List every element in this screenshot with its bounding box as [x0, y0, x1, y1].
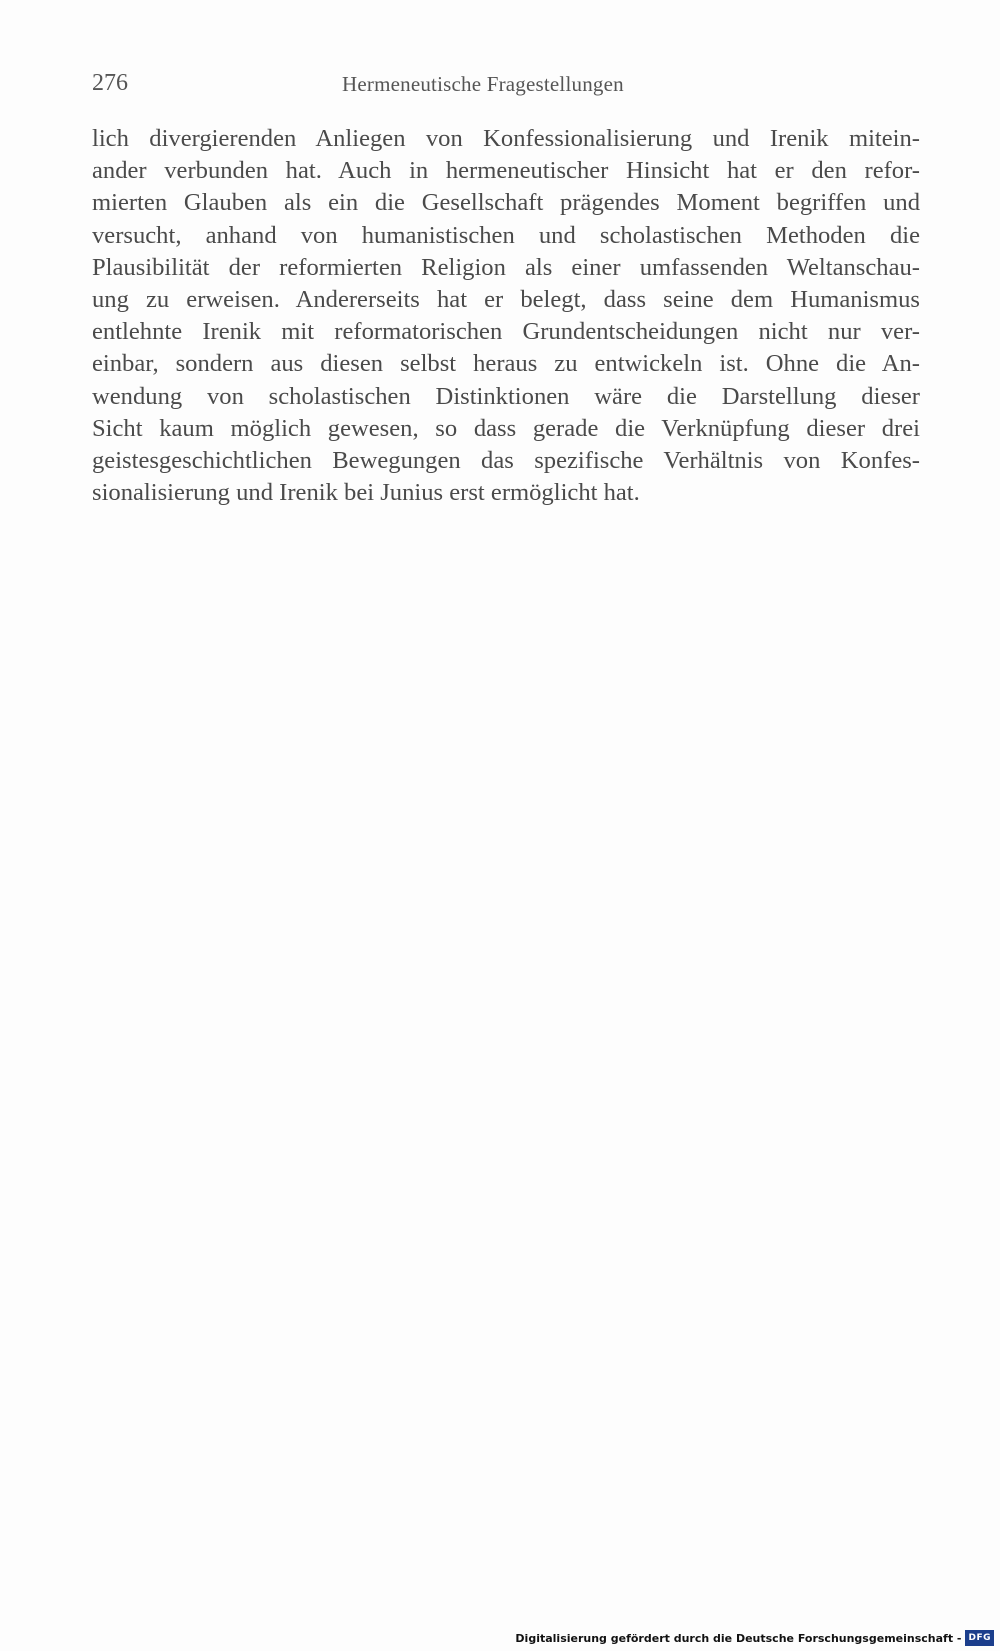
- page-number: 276: [92, 70, 128, 96]
- text-line: Plausibilität der reformierten Religion als einer umfassenden Weltanschau-: [92, 253, 920, 281]
- text-line: ung zu erweisen. Andererseits hat er belegt, dass seine dem Humanismus: [92, 285, 920, 313]
- page-header: [92, 70, 914, 100]
- running-head: Hermeneutische Fragestellungen: [342, 72, 624, 96]
- text-line: ander verbunden hat. Auch in hermeneutischer Hinsicht hat er den refor-: [92, 157, 920, 185]
- credit-text: Digitalisierung gefördert durch die Deutsche Forschungsgemeinschaft -: [515, 1631, 962, 1645]
- text-line: Sicht kaum möglich gewesen, so dass gerade die Verknüpfung dieser drei: [92, 414, 920, 442]
- text-line: sionalisierung und Irenik bei Junius erst ermöglicht hat.: [92, 479, 640, 507]
- text-line: lich divergierenden Anliegen von Konfessionalisierung und Irenik mitein-: [92, 125, 920, 152]
- text-line: wendung von scholastischen Distinktionen wäre die Darstellung dieser: [92, 382, 920, 410]
- text-line: einbar, sondern aus diesen selbst heraus zu entwickeln ist. Ohne die An-: [92, 350, 920, 378]
- digitization-credit: [515, 1629, 994, 1647]
- text-line: versucht, anhand von humanistischen und scholastischen Methoden die: [92, 221, 920, 249]
- body-paragraph: [92, 123, 920, 509]
- text-line: mierten Glauben als ein die Gesellschaft prägendes Moment begriffen und: [92, 189, 920, 217]
- text-line: geistesgeschichtlichen Bewegungen das spezifische Verhältnis von Konfes-: [92, 446, 920, 474]
- text-line: entlehnte Irenik mit reformatorischen Grundentscheidungen nicht nur ver-: [92, 318, 920, 346]
- dfg-logo: DFG: [965, 1630, 994, 1646]
